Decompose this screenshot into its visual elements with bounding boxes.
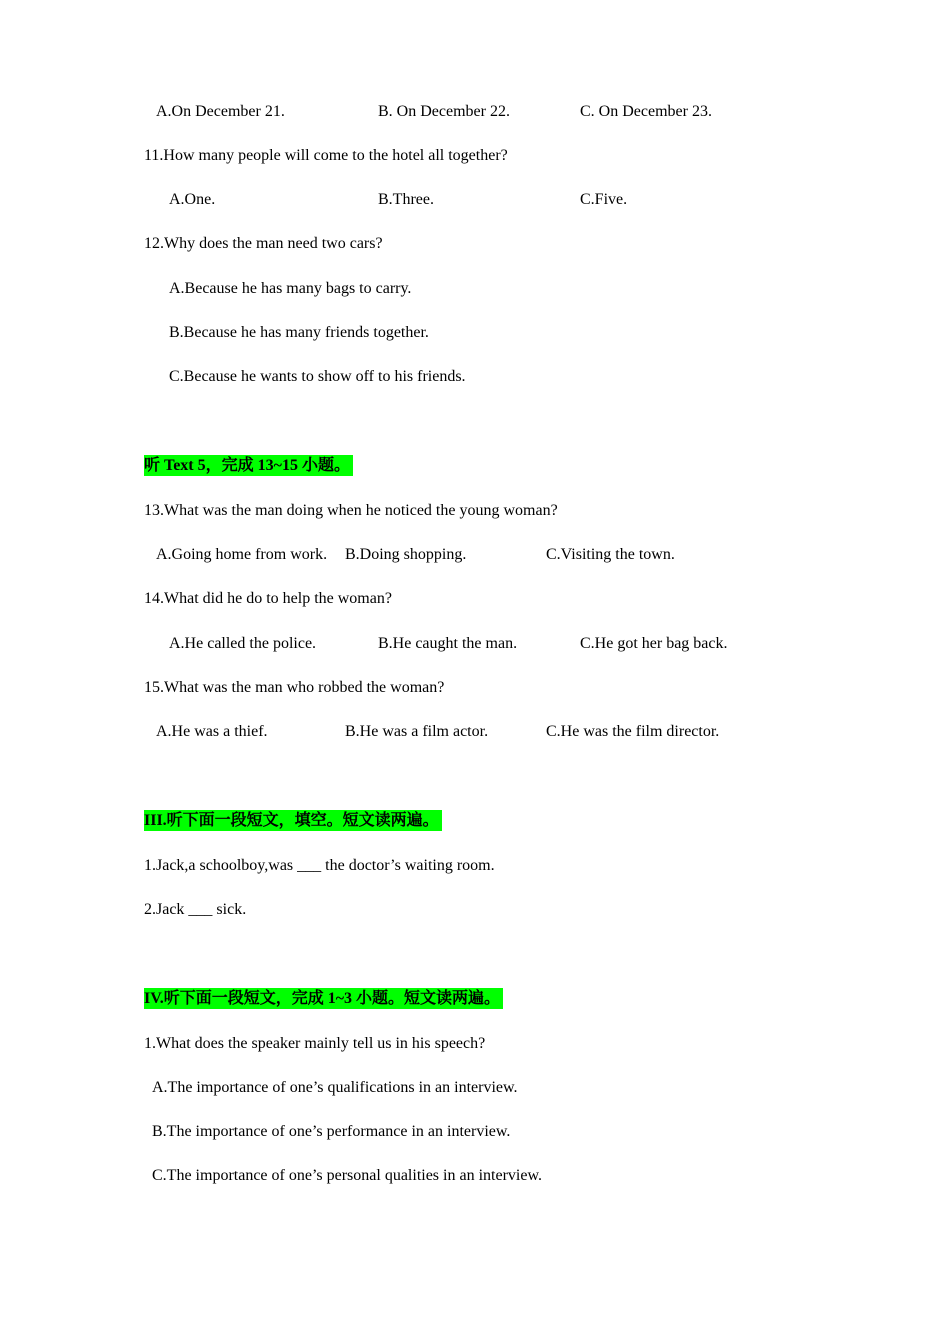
section-iv-q1-option-b: B.The importance of one’s performance in an interview. [152, 1123, 511, 1140]
q11-option-b: B.Three. [378, 191, 434, 208]
q10-option-b: B. On December 22. [378, 103, 510, 120]
section-heading-highlight: IV.听下面一段短文，完成 1~3 小题。短文读两遍。 [144, 988, 503, 1009]
section-heading-highlight: 听 Text 5，完成 13~15 小题。 [144, 455, 353, 476]
q14-option-b: B.He caught the man. [378, 635, 518, 652]
section-iv-heading [144, 989, 503, 1009]
section-iii-heading [144, 811, 442, 831]
q13-option-c: C.Visiting the town. [546, 546, 675, 563]
q14-option-c: C.He got her bag back. [580, 635, 728, 652]
q13-option-b: B.Doing shopping. [345, 546, 467, 563]
q10-option-c: C. On December 23. [580, 103, 712, 120]
q11-option-c: C.Five. [580, 191, 628, 208]
q13-option-a: A.Going home from work. [156, 546, 328, 563]
section-text5-heading [144, 456, 353, 476]
section-iii-item-2: 2.Jack ___ sick. [144, 901, 247, 918]
section-heading-highlight: III.听下面一段短文，填空。短文读两遍。 [144, 810, 442, 831]
section-iv-q1-question: 1.What does the speaker mainly tell us in his speech? [144, 1035, 486, 1052]
section-iv-q1-option-c: C.The importance of one’s personal qualities in an interview. [152, 1167, 542, 1184]
q15-question: 15.What was the man who robbed the woman? [144, 679, 445, 696]
q12-option-a: A.Because he has many bags to carry. [169, 280, 412, 297]
q15-option-a: A.He was a thief. [156, 723, 268, 740]
q11-option-a: A.One. [169, 191, 216, 208]
section-iii-item-1: 1.Jack,a schoolboy,was ___ the doctor’s waiting room. [144, 857, 495, 874]
section-iv-q1-option-a: A.The importance of one’s qualifications in an interview. [152, 1079, 518, 1096]
q14-question: 14.What did he do to help the woman? [144, 590, 392, 607]
q14-option-a: A.He called the police. [169, 635, 317, 652]
q15-option-b: B.He was a film actor. [345, 723, 489, 740]
q12-question: 12.Why does the man need two cars? [144, 235, 383, 252]
q13-question: 13.What was the man doing when he noticed the young woman? [144, 502, 558, 519]
q12-option-c: C.Because he wants to show off to his friends. [169, 368, 466, 385]
q10-option-a: A.On December 21. [156, 103, 285, 120]
q11-question: 11.How many people will come to the hotel all together? [144, 147, 508, 164]
q12-option-b: B.Because he has many friends together. [169, 324, 429, 341]
q15-option-c: C.He was the film director. [546, 723, 720, 740]
